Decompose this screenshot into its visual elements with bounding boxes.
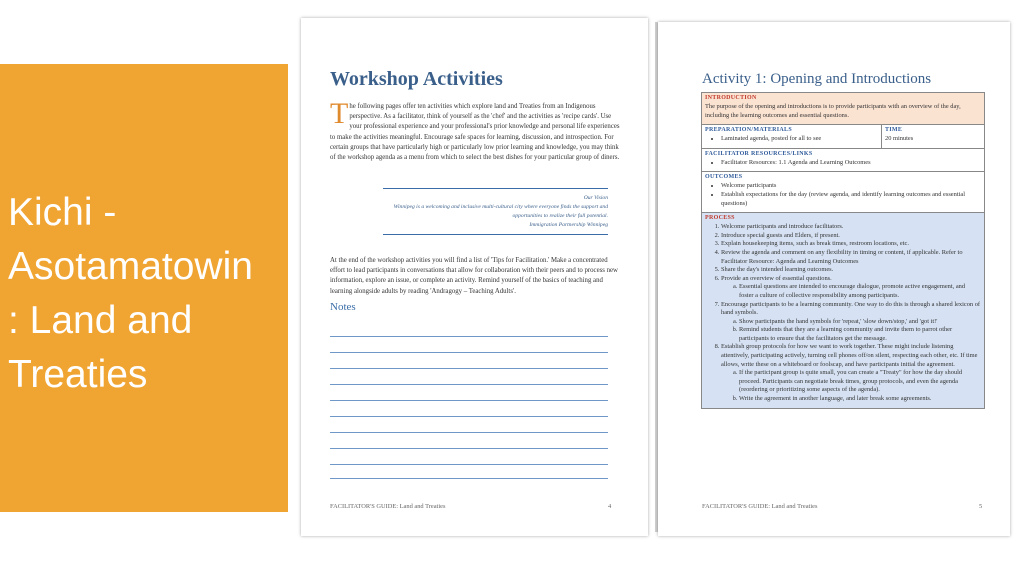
notes-heading: Notes bbox=[330, 301, 356, 313]
process-substep: b. Write the agreement in another language, and later break some agreements. bbox=[739, 395, 981, 404]
process-substep: b. Remind students that they are a learning community and invite them to parrot other participants to ensure that the facilitators get the message. bbox=[739, 326, 981, 343]
note-line bbox=[330, 400, 608, 401]
activity-heading: Activity 1: Opening and Introductions bbox=[702, 71, 932, 87]
process-step: 3. Explain housekeeping items, such as break times, restroom locations, etc. bbox=[721, 240, 981, 249]
process-step: 4. Review the agenda and comment on any flexibility in timing or content, if applicable. Refer to Facilitator Resource: Agenda and Learning Outcomes bbox=[721, 249, 981, 266]
slide-title bbox=[8, 186, 288, 402]
intro-paragraph bbox=[330, 97, 620, 163]
process-step bbox=[721, 275, 981, 301]
facilitation-paragraph: At the end of the workshop activities you will find a list of 'Tips for Facilitation.' Make a concentrated effort to lead participants in conversations that allow for collaboration with their peers and to process new information, explore an issue, or complete an activity. Remind yourself of the basics of teaching and learning alongside adults by reading 'Andragogy – Teaching Adults'. bbox=[330, 257, 618, 295]
page-number: 4 bbox=[608, 503, 612, 510]
drop-cap: T bbox=[330, 97, 349, 130]
note-line bbox=[330, 352, 608, 353]
prep-item: • Laminated agenda, posted for all to see bbox=[721, 135, 878, 144]
intro-text: he following pages offer ten activities which explore land and Treaties from an Indigenous perspective. As a facilitator, think of yourself as the 'chef' and the activities as 'recipe cards'. Use your professional experience and your professional's prior knowledge and personal life experiences to make the activities meaningful. Encourage safe spaces for learning, discussion, and introspection. For certain groups that have particularly high or particularly low prior learning and knowledge, you may think of the workshop agenda as a menu from which to select the best dishes for your particular group of diners. bbox=[330, 103, 620, 162]
quote-title: Our Vision bbox=[583, 195, 608, 201]
note-line bbox=[330, 478, 608, 479]
note-line bbox=[330, 368, 608, 369]
outcome-item: • Establish expectations for the day (review agenda, and identify learning outcomes and essential questions) bbox=[721, 191, 981, 208]
process-section bbox=[702, 213, 984, 407]
note-line bbox=[330, 384, 608, 385]
process-substep: a. If the participant group is quite small, you can create a "Treaty" for how the day should proceed. Participants can negotiate break times, group protocols, and even the agenda (reordering or prioritizing some aspects of the agenda). bbox=[739, 369, 981, 395]
introduction-label: INTRODUCTION bbox=[705, 95, 757, 101]
time-value: 20 minutes bbox=[885, 135, 914, 143]
workshop-activities-page bbox=[301, 18, 648, 536]
process-step: 5. Share the day's intended learning outcomes. bbox=[721, 266, 981, 275]
outcomes-section bbox=[702, 172, 984, 213]
process-step bbox=[721, 343, 981, 403]
title-line-3: : Land and bbox=[8, 299, 193, 342]
process-step-text: Provide an overview of essential questions. bbox=[721, 274, 832, 282]
prep-section bbox=[702, 125, 882, 148]
prep-label: PREPARATION/MATERIALS bbox=[705, 127, 792, 134]
resources-label: FACILITATOR RESOURCES/LINKS bbox=[705, 150, 813, 157]
note-line bbox=[330, 448, 608, 449]
process-step-text: Encourage participants to be a learning community. One way to do this is through a shared lexicon of hand symbols. bbox=[721, 300, 981, 317]
title-line-4: Treaties bbox=[8, 353, 148, 396]
vision-quote bbox=[383, 188, 608, 235]
resources-section bbox=[702, 149, 984, 173]
resources-item: • Facilitator Resources: 1.1 Agenda and Learning Outcomes bbox=[721, 159, 981, 168]
time-label: TIME bbox=[885, 127, 903, 134]
note-line bbox=[330, 464, 608, 465]
process-step bbox=[721, 301, 981, 344]
title-line-1: Kichi - bbox=[8, 191, 117, 234]
outcomes-label: OUTCOMES bbox=[705, 174, 743, 181]
process-step: 2. Introduce special guests and Elders, if present. bbox=[721, 232, 981, 241]
process-substep: a. Show participants the hand symbols for 'repeat,' 'slow down/stop,' and 'got it!' bbox=[739, 318, 981, 327]
title-line-2: Asotamatowin bbox=[8, 245, 253, 288]
outcome-item: • Welcome participants bbox=[721, 182, 981, 191]
quote-source: Immigration Partnership Winnipeg bbox=[529, 222, 608, 228]
note-line bbox=[330, 432, 608, 433]
activity-table bbox=[701, 92, 985, 409]
note-line bbox=[330, 336, 608, 337]
process-step-text: Establish group protocols for how we want to work together. These might include listening attentively, participating actively, turning cell phones off/on silent, respecting each other, etc. If time allows, write these on a whiteboard or foolscap, and have participants initial the agreement. bbox=[721, 343, 978, 368]
page-number: 5 bbox=[979, 503, 983, 510]
activity-page bbox=[658, 22, 1010, 536]
workshop-heading: Workshop Activities bbox=[330, 68, 503, 90]
footer-label: FACILITATOR'S GUIDE: Land and Treaties bbox=[702, 503, 818, 510]
process-step: 1. Welcome participants and introduce facilitators. bbox=[721, 223, 981, 232]
prep-time-row bbox=[702, 125, 984, 149]
introduction-section bbox=[702, 93, 984, 125]
note-line bbox=[330, 416, 608, 417]
introduction-text: The purpose of the opening and introductions is to provide participants with an overview of the day, including the learning outcomes and essential questions. bbox=[705, 103, 961, 119]
process-substep: a. Essential questions are intended to encourage dialogue, promote active engagement, and foster a culture of collective responsibility among participants. bbox=[739, 283, 981, 300]
footer-label: FACILITATOR'S GUIDE: Land and Treaties bbox=[330, 503, 446, 510]
time-section bbox=[882, 125, 984, 148]
quote-text: Winnipeg is a welcoming and inclusive multi-cultural city where everyone finds the support and opportunities to realize their full potential. bbox=[393, 204, 608, 219]
process-label: PROCESS bbox=[705, 215, 735, 222]
